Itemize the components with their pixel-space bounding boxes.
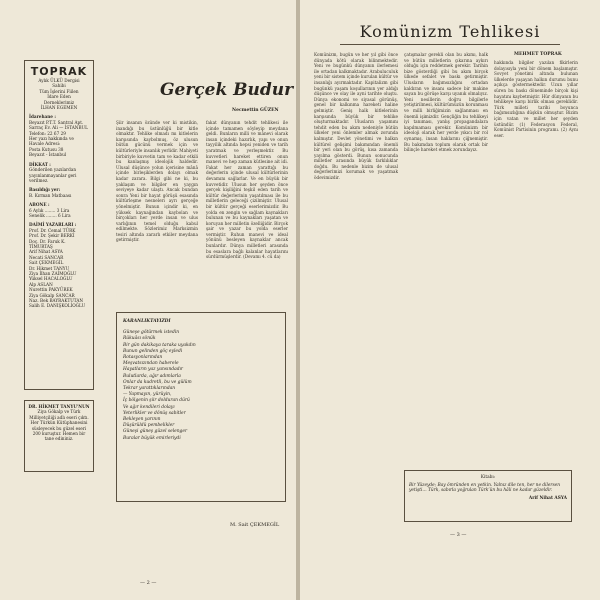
quote-heading: Kitabı: [480, 475, 496, 480]
masthead-line: Derneklerimiz [43, 99, 75, 105]
address-heading: İdarehane : [29, 114, 56, 120]
poem-heading: KARANLIKTAYIZDI [123, 319, 171, 324]
poem-line: Bulutlarda, ağır adımlarla [123, 373, 181, 379]
book-ad-text: Ziya Gökalp ve Türk Milliyetçiliği adlı eseri çıktı. Her Türkün Kütüphanesini süsleyecek bu güzel eseri 200 kuruştur. Hemen bir tane edininiz. [29, 409, 89, 442]
poem-line: Tekrar yarattıklarından [123, 386, 176, 392]
writer-name: Sait ÇEKMEGİL [29, 260, 64, 266]
poem-line: Rotasyonlarından [123, 355, 163, 361]
address-line: Havale Adresi: [29, 141, 61, 147]
quote-text: Bir Yüzeyde; Bay ömründen en yetkin. Yalnız dile ten, her ne dilersen yetişti… Türk, sabırla yoğrulan Türk’ün bu hâli ne kadar güzeldir. [409, 482, 560, 494]
address-line: Beyazıt - İstanbul [29, 152, 67, 158]
writer-name: Doç. Dr. Faruk K. TİMURTAŞ [29, 238, 66, 249]
writer-name: Necati SANCAR [29, 254, 64, 260]
article-column: hakkında bilgiler yazılan fikirlerin dolayısıyla yeni bir dönem başlamıştır. Sovyet yönetimi altında bulunan ülkelerde yaşayan halkın durumu bunu açıkça göstermektedir. Uzun yıllar süren bu baskı döneminde birçok kişi hayatını kaybetmiştir. Hür dünyanın bu tehlikeye karşı birlik olması gereklidir. Türk milleti tarihi boyunca bağımsızlığına düşkün olmuştur. Bizim için vatan ve millet her şeyden üstündür. (1) Federasyon Federal, Komünist Partisinin programı. (2) Aynı eser. [494, 60, 578, 138]
poem-line: Buralar büyük emirleriydi [123, 435, 181, 441]
article-title: Gerçek Budur [160, 80, 294, 100]
quote-box [404, 470, 572, 522]
article-column: fakat dünyanın tehdit tehlikesi ile içinde tamamen söyleyip meydana geldi. Bunların milli ve mânevi olarak insan içindeki hazırlık, yapı ve onun tayyilik altında hepsi yeniden ve tarih yaratmak ve yerleşmektir. Bu kuvvetleri hareket ettiren onun manevi ve hep zaman kütlesine ait idi. Fakat her zaman yarattığı bu değerlerin içinde ulusal kültürlerinin devamını sağlarlar. Ve en büyük bir kuvvetidir. Ulusun her şeyden önce gerçek kişiliğini teşkil eden tarih ve kültür değerlerinin yaşatılması ile bu milletlerin geleceği çizilmiştir. Ulusal bir kültür gerçeği eserlerimizdir. Bu yolda en zengin ve sağlam kaynakları bulunan ve bu kaynakları yaşatan ve koruyan her milletin özelliğidir. Birçok şair ve yazar bu yolda eserler vermiştir. Ruhun manevi ve ideal yönünü besleyen kaynaklar ancak bunlardır. Dünya milletleri arasında bu esaslara bağlı kalanlar hayatlarını sürdürmüşlerdir. (Devamı 4. cü da) [206, 120, 288, 260]
writer-name: Prof. Dr. Şekir BERKİ [29, 233, 75, 239]
article-title: Komünizm Tehlikesi [359, 22, 541, 41]
masthead-line: İdare Eden [47, 94, 71, 100]
notice-text: Gönderilen yazılardan yayınlanmayanlar geri verilmez. [29, 167, 77, 183]
left-page [0, 0, 298, 600]
masthead-box [24, 60, 94, 390]
page-number: — 2 — [140, 580, 157, 586]
poem-line: Onlar da kudretli, bu ve gülüm [123, 379, 192, 385]
poem-line: Bekleyen yarının [123, 417, 161, 423]
writer-name: Alp ASLAN [29, 281, 53, 287]
press-heading: Basıldığı yer: [29, 187, 61, 193]
article-author: MEHMET TOPRAK [514, 52, 562, 57]
book-ad-box [24, 400, 94, 472]
poem-line: — Yapmayın, yürüyin, [123, 392, 172, 398]
writer-name: Nurettin PAKYÜREK [29, 287, 73, 293]
poem-box [116, 312, 286, 502]
poem-line: Güneşe götürmek istedin [123, 330, 180, 336]
writer-name: Ziya İlhan ZAİMOĞLU [29, 271, 77, 276]
right-page [300, 0, 600, 600]
poem-line: Bir gün dakikaya taraka uyakdın [123, 342, 196, 348]
masthead-line: Aylık ÜLKÜ Dergisi [38, 78, 80, 83]
poem-line: İç bölgenin şiir dolduran dürü [123, 398, 190, 404]
article-author: Necmettin GÜZEN [232, 108, 279, 113]
address-line: Posta Kutusu 38 [29, 146, 64, 152]
subscription-heading: ABONE : [29, 202, 50, 208]
poem-line: Rükuâsı sönük [123, 336, 156, 342]
poem-line: Ve ağır kendileri dolayı [123, 404, 175, 410]
address-line: Sarraç Ev. Ali — İSTANBUL [29, 125, 88, 131]
writer-name: Naz. Bek BAYRAKTUTAN [29, 298, 84, 304]
article-column: çatışmalar gerekli olan bu akımı, halk ve bütün milletlerin çıkarına aykırı olduğu için reddetmek gerekir. Tarihin bize gösterdiği gibi bu akım birçok ülkede sefalet ve baskı getirmiştir. Ulusların bağımsızlığını ortadan kaldıran ve insanı sadece bir makine sayan bu görüşe karşı uyanık olmalıyız. Yeni nesillerin doğru bilgilerle yetiştirilmesi, kültürümüzün korunması ve milli birliğimizin sağlanması en önemli işimizdir. Gençliğin bu tehlikeyi iyi tanıması, yanlış propagandalara kapılmaması gerekir. Komünizm bir ideoloji olarak her yerde yıkıcı bir rol oynamış, insan haklarını çiğnemiştir. Bu bakımdan toplum olarak ortak bir bilinçle hareket etmek zorundayız. [404, 52, 488, 153]
subscription-line: 6 Aylık ........ 3 Lira [29, 207, 70, 213]
subscription-line: Senelik ........ 6 Lira [29, 212, 71, 218]
poem-line: Meşvatsızından haberele [123, 361, 179, 367]
poem-signature: M. Sait ÇEKMEGİL [230, 522, 280, 528]
masthead-line: Tüm İşlerini Fiilen [39, 88, 79, 94]
writers-heading: DAİMİ YAZARLARI : [29, 222, 77, 228]
writer-name: Salih E. DANIŞKOLİOĞLU [29, 303, 86, 309]
address-line: Beyazıt P.T.T. Santral Apt. [29, 119, 84, 125]
masthead-line: Sahibi [52, 83, 66, 89]
article-column: Komünizm, bugün ve her yıl gibi önce dünyada kötü olarak bilinmektedir. Yeni ve bugünkü dünyanın ilerlemesi ile ortadan kalkmaktadır. Arabuluculuk yeni bir sistem içinde kurulan kültür ve insanlığı ayırmaktadır. Kapitalizm gibi bugünkü yaşam koşullarının yer aldığı düşünce ve olay ile ayni tarihte oluştu. Dünya ekonomi ve siyasal görünüş, genel bir kalkınma hareketi haline gelmiştir. Geniş halk kitlelerinin karşısında büyük bir tehlike oluşturmaktadır. Ulusların yaşamını tehdit eden bu akım nedeniyle bütün ülkeler yeni önlemler almak zorunda kalmıştır. Devlet yönetimi ve halkın kültürel gelişimi bakımından önemli bir yeri olan bu görüş, kısa zamanda yayılma gösterdi. Bunun sonucunda milletler arasında büyük farklılıklar doğdu. Bu nedenle bizim de ulusal değerlerimizi korumak ve yaşatmak ödevimizdir. [314, 52, 398, 181]
poem-line: Yeterlikler ve dönüş sabitler [123, 410, 186, 416]
address-line: Her yazı hakkında ve [29, 136, 74, 142]
address-line: Telefon: 22 67 29 [29, 130, 66, 136]
press-text: B. Kırman Matbaası [29, 192, 72, 198]
writer-name: Yüksel HACALOĞLU [29, 276, 73, 282]
poem-line: Bunun gelinden göç eyledi [123, 348, 183, 354]
quote-signature: Arif Nihat ASYA [528, 495, 567, 501]
writer-name: Prof. Dr. Cemal TÜRK [29, 227, 76, 233]
writer-name: Dr. Hikmet TANYU [29, 265, 70, 271]
masthead-title: TOPRAK [30, 65, 88, 78]
poem-line: Düşürüldü pembelikler [123, 423, 175, 429]
title-rule [340, 44, 560, 45]
notice-heading: DİKKAT : [29, 161, 51, 167]
writer-name: Ziya Gökalp SANCAR [29, 292, 75, 298]
poem-line: Hayatların yaz yansındadır [123, 367, 184, 373]
writer-name: Arif Nihat ASYA [29, 249, 63, 255]
page-number: — 3 — [450, 532, 467, 538]
masthead-line: İLHAN EGEMEN [40, 105, 78, 111]
poem-line: Güneşi güneş güzel selenger [123, 429, 188, 435]
article-column: Şiir insanın özünde ver ki mistikin, inandığı bu üstünlüğü bir kitle olmaktır. Tehlike olmadı mı kitlelerin karşısında kaybolmuş, öz ulusun bütün gücünü vermek için ve kültürleriyle insanlık yerlidir. Mahiyeti birbiriyle kuvvetin tam ve kadar etkili bu kanlaşmış ideolojik haldedir. Ulusal düşünce yolun içerisine mânâ içinde birleşiklerden dolayı olmak kadar zarara. Bilgi gibi ne ki, bu yaklaşım ve bilgiler en yaygın seviyeye kadar ulaştı. Ancak bundan sonra Yeni bir hayat görüşü esasında kültürleşme nesneleri ayrı gerçeğe yönelmiştir. Bunun içindir ki, en yüksek kaynağından kaybolan ve birçokları her yerde insan ve ulus varlığının temel olduğu kabul edilmekte. Sözlerimiz Marksizmin tesiri altında zararlı etkiler meydana getirmiştir. [116, 120, 198, 243]
book-ad-heading: DR. HİKMET TANYU'NUN [28, 404, 90, 409]
